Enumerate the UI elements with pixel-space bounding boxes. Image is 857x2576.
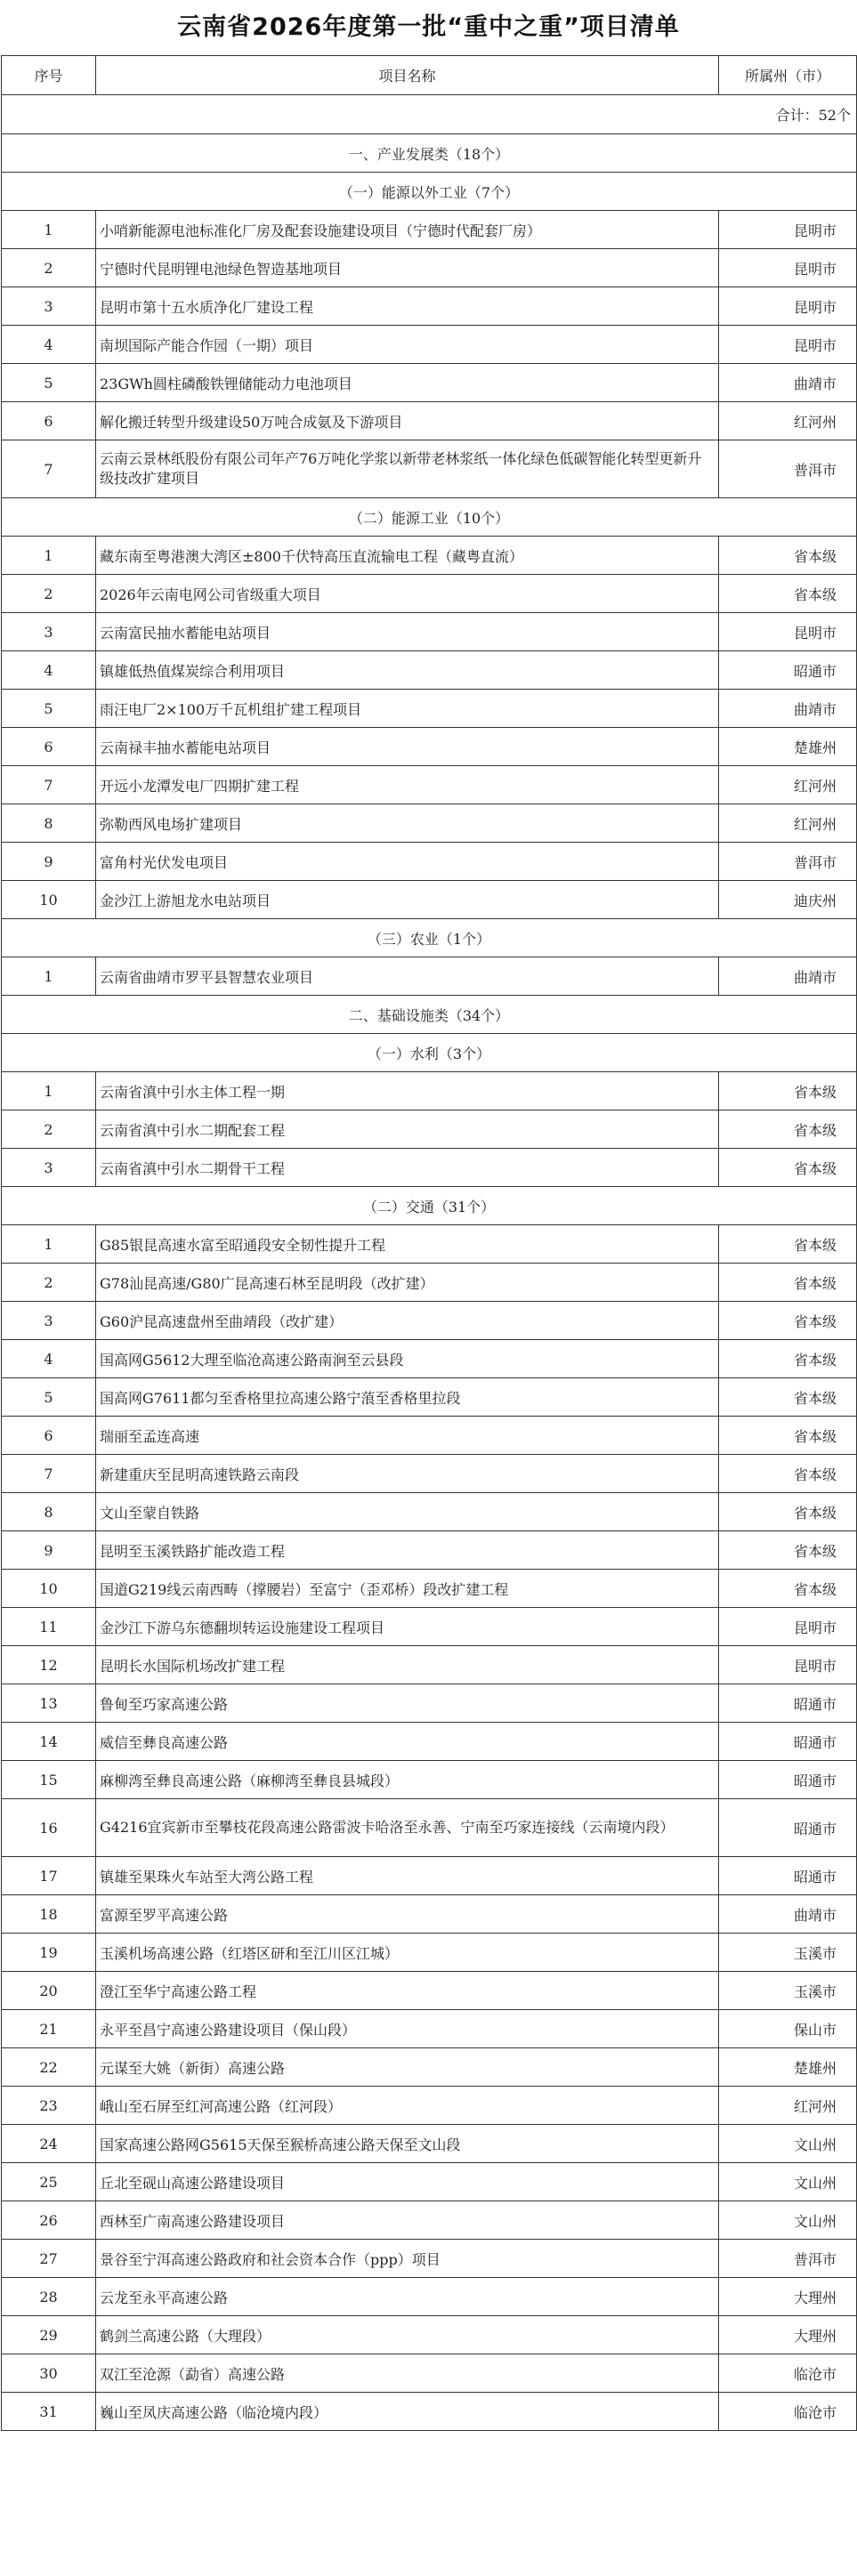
row-region: 省本级 [719,575,857,613]
row-region: 临沧市 [719,2393,857,2431]
row-index: 17 [2,1857,96,1895]
table-row [2,1646,857,1684]
total-count: 合计：52个 [2,95,857,134]
row-index: 10 [2,1570,96,1608]
table-row [2,1378,857,1417]
row-index: 21 [2,2010,96,2048]
row-region: 红河州 [719,766,857,804]
row-region: 昆明市 [719,326,857,364]
table-body [2,95,857,2431]
section-heading: （一）能源以外工业（7个） [2,173,857,211]
row-index: 2 [2,249,96,287]
row-project-name: 云龙至永平高速公路 [96,2278,719,2316]
row-region: 省本级 [719,1378,857,1417]
table-row [2,1493,857,1531]
row-index: 22 [2,2048,96,2087]
table-row [2,1723,857,1761]
row-region: 昭通市 [719,1799,857,1857]
row-index: 10 [2,881,96,919]
row-index: 28 [2,2278,96,2316]
row-region: 昆明市 [719,1608,857,1646]
row-project-name: 国高网G7611都匀至香格里拉高速公路宁蒗至香格里拉段 [96,1378,719,1417]
table-row [2,1972,857,2010]
table-row [2,249,857,287]
row-region: 省本级 [719,1531,857,1570]
row-region: 曲靖市 [719,1895,857,1934]
row-project-name: 宁德时代昆明锂电池绿色智造基地项目 [96,249,719,287]
table-row [2,1895,857,1934]
row-project-name: 国高网G5612大理至临沧高速公路南涧至云县段 [96,1340,719,1378]
row-region: 文山州 [719,2163,857,2201]
table-row [2,766,857,804]
row-region: 省本级 [719,1455,857,1493]
row-project-name: 国道G219线云南西畴（撑腰岩）至富宁（歪邓桥）段改扩建工程 [96,1570,719,1608]
row-index: 3 [2,1302,96,1340]
row-index: 20 [2,1972,96,2010]
row-region: 文山州 [719,2201,857,2240]
row-project-name: 云南富民抽水蓄能电站项目 [96,613,719,651]
row-index: 1 [2,537,96,575]
row-project-name: 23GWh圆柱磷酸铁锂储能动力电池项目 [96,364,719,402]
row-project-name: 镇雄至果珠火车站至大湾公路工程 [96,1857,719,1895]
section-heading: 一、产业发展类（18个） [2,134,857,173]
row-region: 曲靖市 [719,690,857,728]
section-heading: （一）水利（3个） [2,1034,857,1072]
table-row [2,326,857,364]
row-region: 红河州 [719,804,857,843]
row-project-name: 鲁甸至巧家高速公路 [96,1684,719,1723]
row-project-name: 南坝国际产能合作园（一期）项目 [96,326,719,364]
row-region: 昭通市 [719,1761,857,1799]
table-row [2,2201,857,2240]
row-project-name: 解化搬迁转型升级建设50万吨合成氨及下游项目 [96,402,719,440]
row-region: 昭通市 [719,1684,857,1723]
row-index: 2 [2,575,96,613]
table-row [2,537,857,575]
row-region: 省本级 [719,1225,857,1264]
row-region: 昆明市 [719,249,857,287]
section-row [2,1034,857,1072]
table-row [2,402,857,440]
row-project-name: 巍山至凤庆高速公路（临沧境内段） [96,2393,719,2431]
row-region: 昭通市 [719,1723,857,1761]
row-index: 27 [2,2240,96,2278]
row-index: 18 [2,1895,96,1934]
table-row [2,2087,857,2125]
row-index: 1 [2,957,96,996]
row-project-name: G78汕昆高速/G80广昆高速石林至昆明段（改扩建） [96,1264,719,1302]
row-region: 昭通市 [719,1857,857,1895]
row-index: 26 [2,2201,96,2240]
table-row [2,1684,857,1723]
row-region: 昆明市 [719,1646,857,1684]
row-region: 玉溪市 [719,1972,857,2010]
project-table [1,55,857,2431]
row-project-name: 2026年云南电网公司省级重大项目 [96,575,719,613]
row-index: 1 [2,1225,96,1264]
table-row [2,2163,857,2201]
table-row [2,613,857,651]
table-row [2,1417,857,1455]
row-index: 24 [2,2125,96,2163]
row-region: 省本级 [719,1302,857,1340]
table-row [2,1857,857,1895]
row-project-name: 弥勒西风电场扩建项目 [96,804,719,843]
row-index: 2 [2,1110,96,1149]
table-row [2,2240,857,2278]
row-project-name: 云南禄丰抽水蓄能电站项目 [96,728,719,766]
row-region: 普洱市 [719,440,857,498]
table-row [2,881,857,919]
table-row [2,211,857,249]
row-region: 临沧市 [719,2354,857,2393]
section-row [2,173,857,211]
row-region: 省本级 [719,1110,857,1149]
table-row [2,2010,857,2048]
row-region: 昆明市 [719,613,857,651]
header-index: 序号 [2,56,96,95]
row-index: 3 [2,287,96,326]
row-region: 省本级 [719,1149,857,1187]
row-project-name: 开远小龙潭发电厂四期扩建工程 [96,766,719,804]
row-region: 省本级 [719,1264,857,1302]
row-index: 15 [2,1761,96,1799]
table-row [2,575,857,613]
row-project-name: G60沪昆高速盘州至曲靖段（改扩建） [96,1302,719,1340]
table-row [2,1149,857,1187]
row-index: 4 [2,1340,96,1378]
table-row [2,1934,857,1972]
table-row [2,1302,857,1340]
table-row [2,843,857,881]
row-region: 玉溪市 [719,1934,857,1972]
row-region: 省本级 [719,1570,857,1608]
row-project-name: 小哨新能源电池标准化厂房及配套设施建设项目（宁德时代配套厂房） [96,211,719,249]
row-index: 30 [2,2354,96,2393]
table-row [2,1264,857,1302]
row-project-name: 金沙江下游乌东德翻坝转运设施建设工程项目 [96,1608,719,1646]
row-index: 19 [2,1934,96,1972]
header-project-name: 项目名称 [96,56,719,95]
row-project-name: 文山至蒙自铁路 [96,1493,719,1531]
row-index: 12 [2,1646,96,1684]
row-region: 迪庆州 [719,881,857,919]
row-region: 文山州 [719,2125,857,2163]
row-region: 红河州 [719,2087,857,2125]
row-region: 昭通市 [719,651,857,690]
row-project-name: 鹤剑兰高速公路（大理段） [96,2316,719,2354]
row-project-name: 云南省滇中引水二期配套工程 [96,1110,719,1149]
table-row [2,957,857,996]
row-region: 普洱市 [719,2240,857,2278]
row-project-name: 藏东南至粤港澳大湾区±800千伏特高压直流输电工程（藏粤直流） [96,537,719,575]
table-row [2,1761,857,1799]
row-region: 普洱市 [719,843,857,881]
row-region: 红河州 [719,402,857,440]
row-project-name: 麻柳湾至彝良高速公路（麻柳湾至彝良县城段） [96,1761,719,1799]
row-index: 9 [2,1531,96,1570]
row-index: 2 [2,1264,96,1302]
row-index: 23 [2,2087,96,2125]
row-project-name: 云南省曲靖市罗平县智慧农业项目 [96,957,719,996]
section-row [2,1187,857,1225]
row-index: 8 [2,804,96,843]
row-index: 25 [2,2163,96,2201]
section-row [2,134,857,173]
row-project-name: 云南云景林纸股份有限公司年产76万吨化学浆以新带老林浆纸一体化绿色低碳智能化转型更新升级技改扩建项目 [96,440,719,498]
row-index: 5 [2,364,96,402]
row-index: 1 [2,211,96,249]
row-project-name: 云南省滇中引水主体工程一期 [96,1072,719,1110]
row-region: 曲靖市 [719,364,857,402]
table-header-row [2,56,857,95]
row-index: 7 [2,1455,96,1493]
row-region: 省本级 [719,1493,857,1531]
row-project-name: 丘北至砚山高速公路建设项目 [96,2163,719,2201]
row-index: 31 [2,2393,96,2431]
row-project-name: 瑞丽至孟连高速 [96,1417,719,1455]
section-row [2,498,857,537]
section-heading: 二、基础设施类（34个） [2,996,857,1034]
table-row [2,651,857,690]
table-row [2,1072,857,1110]
document-title: 云南省2026年度第一批“重中之重”项目清单 [177,13,680,41]
row-region: 曲靖市 [719,957,857,996]
row-index: 6 [2,1417,96,1455]
table-row [2,1110,857,1149]
row-region: 昆明市 [719,211,857,249]
row-region: 保山市 [719,2010,857,2048]
row-index: 6 [2,728,96,766]
table-row [2,2125,857,2163]
row-region: 省本级 [719,1072,857,1110]
table-row [2,1455,857,1493]
row-index: 7 [2,440,96,498]
row-project-name: 雨汪电厂2×100万千瓦机组扩建工程项目 [96,690,719,728]
header-region: 所属州（市） [719,56,857,95]
row-project-name: 永平至昌宁高速公路建设项目（保山段） [96,2010,719,2048]
row-index: 5 [2,1378,96,1417]
row-index: 9 [2,843,96,881]
row-index: 4 [2,326,96,364]
section-row [2,919,857,957]
section-heading: （二）交通（31个） [2,1187,857,1225]
table-row [2,1570,857,1608]
row-project-name: 云南省滇中引水二期骨干工程 [96,1149,719,1187]
row-project-name: 峨山至石屏至红河高速公路（红河段） [96,2087,719,2125]
row-region: 楚雄州 [719,728,857,766]
row-region: 大理州 [719,2316,857,2354]
row-project-name: 玉溪机场高速公路（红塔区研和至江川区江城） [96,1934,719,1972]
table-row [2,1225,857,1264]
row-index: 3 [2,613,96,651]
table-row [2,287,857,326]
section-row [2,996,857,1034]
section-heading: （三）农业（1个） [2,919,857,957]
row-region: 省本级 [719,537,857,575]
row-index: 16 [2,1799,96,1857]
table-row [2,1531,857,1570]
table-row [2,2354,857,2393]
row-region: 省本级 [719,1340,857,1378]
table-row [2,690,857,728]
row-project-name: 元谋至大姚（新街）高速公路 [96,2048,719,2087]
row-project-name: 昆明至玉溪铁路扩能改造工程 [96,1531,719,1570]
row-index: 3 [2,1149,96,1187]
row-project-name: 国家高速公路网G5615天保至猴桥高速公路天保至文山段 [96,2125,719,2163]
table-row [2,2316,857,2354]
table-row [2,364,857,402]
row-index: 4 [2,651,96,690]
row-region: 昆明市 [719,287,857,326]
row-index: 13 [2,1684,96,1723]
table-row [2,1340,857,1378]
row-region: 楚雄州 [719,2048,857,2087]
row-index: 1 [2,1072,96,1110]
row-project-name: 景谷至宁洱高速公路政府和社会资本合作（ppp）项目 [96,2240,719,2278]
row-region: 大理州 [719,2278,857,2316]
row-project-name: 新建重庆至昆明高速铁路云南段 [96,1455,719,1493]
table-row [2,2048,857,2087]
row-project-name: 澄江至华宁高速公路工程 [96,1972,719,2010]
row-project-name: 双江至沧源（勐省）高速公路 [96,2354,719,2393]
row-project-name: 昆明长水国际机场改扩建工程 [96,1646,719,1684]
table-row [2,2278,857,2316]
row-index: 11 [2,1608,96,1646]
row-project-name: G4216宜宾新市至攀枝花段高速公路雷波卡哈洛至永善、宁南至巧家连接线（云南境内段） [96,1799,719,1857]
row-index: 29 [2,2316,96,2354]
row-index: 6 [2,402,96,440]
table-row [2,2393,857,2431]
table-row [2,440,857,498]
row-project-name: 威信至彝良高速公路 [96,1723,719,1761]
row-project-name: 镇雄低热值煤炭综合利用项目 [96,651,719,690]
table-row [2,1799,857,1857]
table-row [2,728,857,766]
row-region: 省本级 [719,1417,857,1455]
row-index: 5 [2,690,96,728]
row-index: 14 [2,1723,96,1761]
row-project-name: 金沙江上游旭龙水电站项目 [96,881,719,919]
total-row [2,95,857,134]
row-project-name: G85银昆高速水富至昭通段安全韧性提升工程 [96,1225,719,1264]
table-row [2,1608,857,1646]
row-index: 8 [2,1493,96,1531]
row-project-name: 富角村光伏发电项目 [96,843,719,881]
row-project-name: 昆明市第十五水质净化厂建设工程 [96,287,719,326]
table-row [2,804,857,843]
section-heading: （二）能源工业（10个） [2,498,857,537]
row-project-name: 富源至罗平高速公路 [96,1895,719,1934]
row-index: 7 [2,766,96,804]
row-project-name: 西林至广南高速公路建设项目 [96,2201,719,2240]
